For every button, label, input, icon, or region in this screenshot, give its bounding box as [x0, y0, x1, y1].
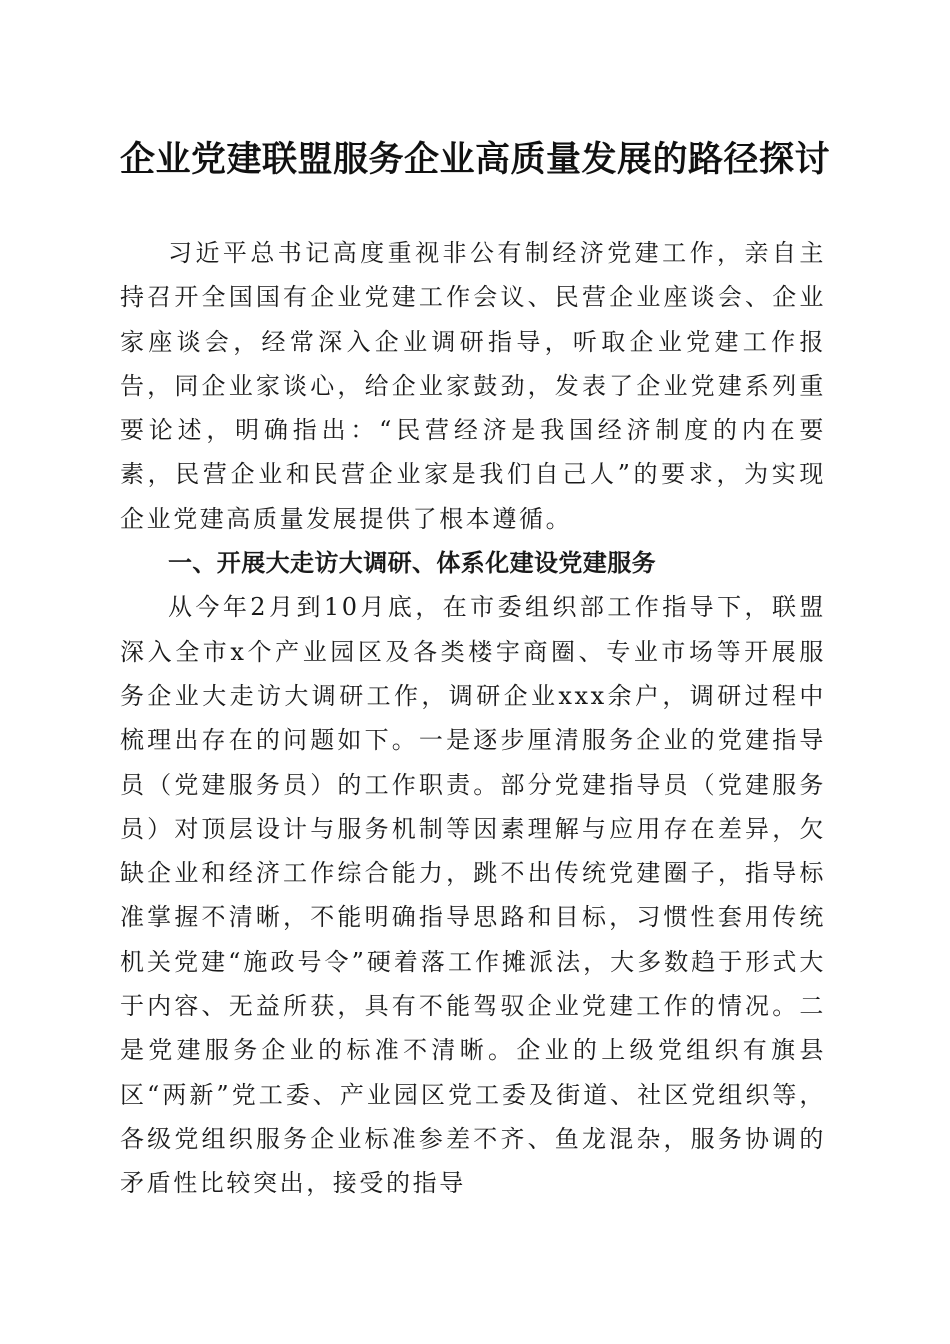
document-title: 企业党建联盟服务企业高质量发展的路径探讨 [119, 139, 830, 180]
section-heading-1: 一、开展大走访大调研、体系化建设党建服务 [168, 549, 656, 578]
section-1-paragraph: 从今年2月到10月底，在市委组织部工作指导下，联盟深入全市x个产业园区及各类楼宇商圈、专业市场等开展服务企业大走访大调研工作，调研企业xxx余户，调研过程中梳理出存在的问题如下。一是逐步厘清服务企业的党建指导员（党建服务员）的工作职责。部分党建指导员（党建服务员）对顶层设计与服务机制等因素理解与应用存在差异，欠缺企业和经济工作综合能力，跳不出传统党建圈子，指导标准掌握不清晰，不能明确指导思路和目标，习惯性套用传统机关党建“施政号令”硬着落工作摊派法，大多数趋于形式大于内容、无益所获，具有不能驾驭企业党建工作的情况。二是党建服务企业的标准不清晰。企业的上级党组织有旗县区“两新”党工委、产业园区党工委及街道、社区党组织等，各级党组织服务企业标准参差不齐、鱼龙混杂，服务协调的矛盾性比较突出，接受的指导 [120, 593, 826, 1198]
document-body [120, 231, 826, 1206]
intro-paragraph: 习近平总书记高度重视非公有制经济党建工作，亲自主持召开全国国有企业党建工作会议、民营企业座谈会、企业家座谈会，经常深入企业调研指导，听取企业党建工作报告，同企业家谈心，给企业家鼓劲，发表了企业党建系列重要论述，明确指出：“民营经济是我国经济制度的内在要素，民营企业和民营企业家是我们自己人”的要求，为实现企业党建高质量发展提供了根本遵循。 [120, 239, 826, 533]
